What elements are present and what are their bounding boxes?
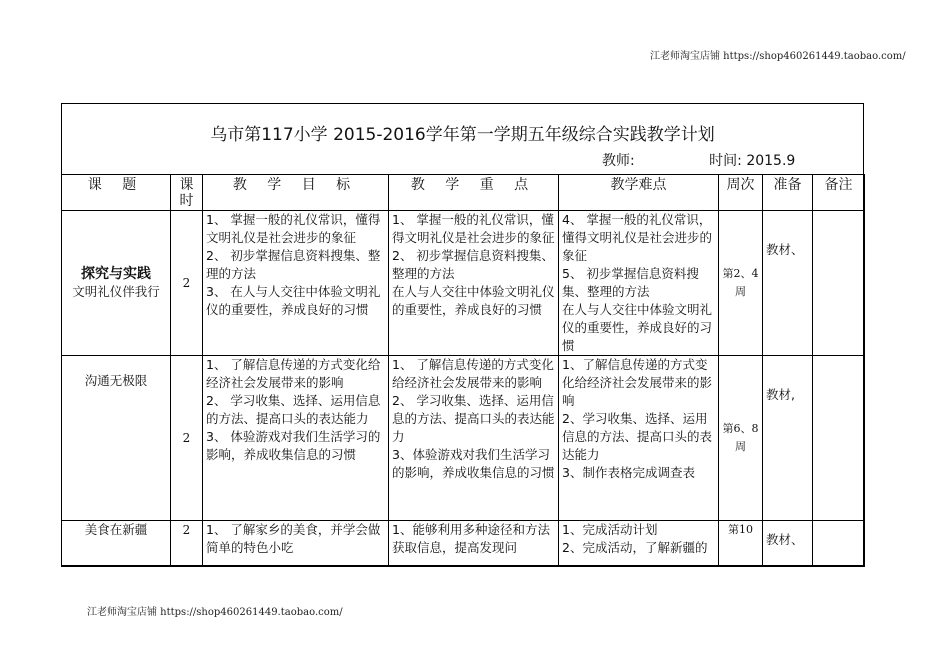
focus-item: 在人与人交往中体验文明礼仪的重要性，养成良好的习惯 [392,284,555,317]
focus-item: 1、 了解信息传递的方式变化给经济社会发展带来的影响 [392,357,554,390]
table-row [62,211,865,356]
topic-cell [62,521,171,567]
goals-cell [203,521,389,567]
goals-cell [203,356,389,521]
focus-item: 2、 学习收集、选择、运用信息的方法、提高口头的表达能力 [392,393,555,444]
document-frame [61,103,864,566]
hours-cell: 2 [171,356,203,521]
difficulty-item: 2、学习收集、选择、运用信息的方法、提高口头的表达能力 [562,411,713,462]
difficulty-item: 3、制作表格完成调查表 [562,465,695,480]
goal-item: 1、 掌握一般的礼仪常识，懂得文明礼仪是社会进步的象征 [206,212,381,245]
header-weeks: 周次 [719,175,763,211]
goal-item: 1、 了解家乡的美食，并学会做简单的特色小吃 [206,522,381,555]
difficulties-cell [559,521,719,567]
difficulties-cell [559,211,719,356]
teacher-label: 教师: [602,153,635,169]
prep-cell: 教材, [763,356,813,521]
header-hours: 课时 [171,175,203,211]
focus-item: 2、 初步掌握信息资料搜集、整理的方法 [392,248,554,281]
teaching-plan-table [61,174,865,567]
goal-item: 1、 了解信息传递的方式变化给经济社会发展带来的影响 [206,357,381,390]
focus-item: 1、能够利用多种途径和方法获取信息，提高发现问 [392,522,550,555]
notes-cell [813,356,865,521]
topic-cell [62,356,171,521]
difficulty-item: 在人与人交往中体验文明礼仪的重要性，养成良好的习惯 [562,302,713,353]
header-prep: 准备 [763,175,813,211]
table-row [62,521,865,567]
topic-sub: 美食在新疆 [84,522,148,537]
goal-item: 2、 学习收集、选择、运用信息的方法、提高口头的表达能力 [206,393,381,426]
difficulty-item: 1、完成活动计划 [562,522,658,537]
hours-cell: 2 [171,521,203,567]
goal-item: 2、 初步掌握信息资料搜集、整理的方法 [206,248,381,281]
goal-item: 3、 体验游戏对我们生活学习的影响，养成收集信息的习惯 [206,429,381,462]
goals-cell [203,211,389,356]
teacher-line [602,150,795,170]
difficulty-item: 5、 初步掌握信息资料搜集、整理的方法 [562,266,699,299]
difficulties-cell [559,356,719,521]
focus-cell [389,211,559,356]
focus-cell [389,356,559,521]
difficulty-item: 2、完成活动，了解新疆的 [562,540,708,555]
topic-main: 探究与实践 [81,266,151,282]
header-difficulties: 教学难点 [559,175,719,211]
notes-cell [813,521,865,567]
topic-sub: 沟通无极限 [84,373,148,388]
difficulty-item: 4、 掌握一般的礼仪常识，懂得文明礼仪是社会进步的象征 [562,212,713,263]
table-header-row [62,175,865,211]
weeks-cell: 第6、8周 [719,356,763,521]
date-label: 时间: 2015.9 [709,153,796,169]
notes-cell [813,211,865,356]
difficulty-item: 1、了解信息传递的方式变化给经济社会发展带来的影响 [562,357,713,408]
header-topic: 课 题 [62,175,171,211]
prep-cell: 教材、 [763,211,813,356]
prep-cell: 教材、 [763,521,813,567]
focus-cell [389,521,559,567]
focus-item: 1、 掌握一般的礼仪常识，懂得文明礼仪是社会进步的象征 [392,212,555,245]
topic-sub: 文明礼仪伴我行 [72,284,160,299]
weeks-cell: 第10 [719,521,763,567]
header-goals: 教 学 目 标 [203,175,389,211]
watermark-top: 江老师淘宝店铺 https://shop460261449.taobao.com/ [650,51,906,62]
focus-item: 3、体验游戏对我们生活学习的影响，养成收集信息的习惯 [392,447,555,480]
page-title: 乌市第117小学 2015-2016学年第一学期五年级综合实践教学计划 [210,125,715,145]
hours-cell: 2 [171,211,203,356]
weeks-cell: 第2、4周 [719,211,763,356]
table-row [62,356,865,521]
watermark-bottom: 江老师淘宝店铺 https://shop460261449.taobao.com/ [87,607,343,618]
goal-item: 3、 在人与人交往中体验文明礼仪的重要性，养成良好的习惯 [206,284,381,317]
topic-cell [62,211,171,356]
header-notes: 备注 [813,175,865,211]
header-focus: 教 学 重 点 [389,175,559,211]
